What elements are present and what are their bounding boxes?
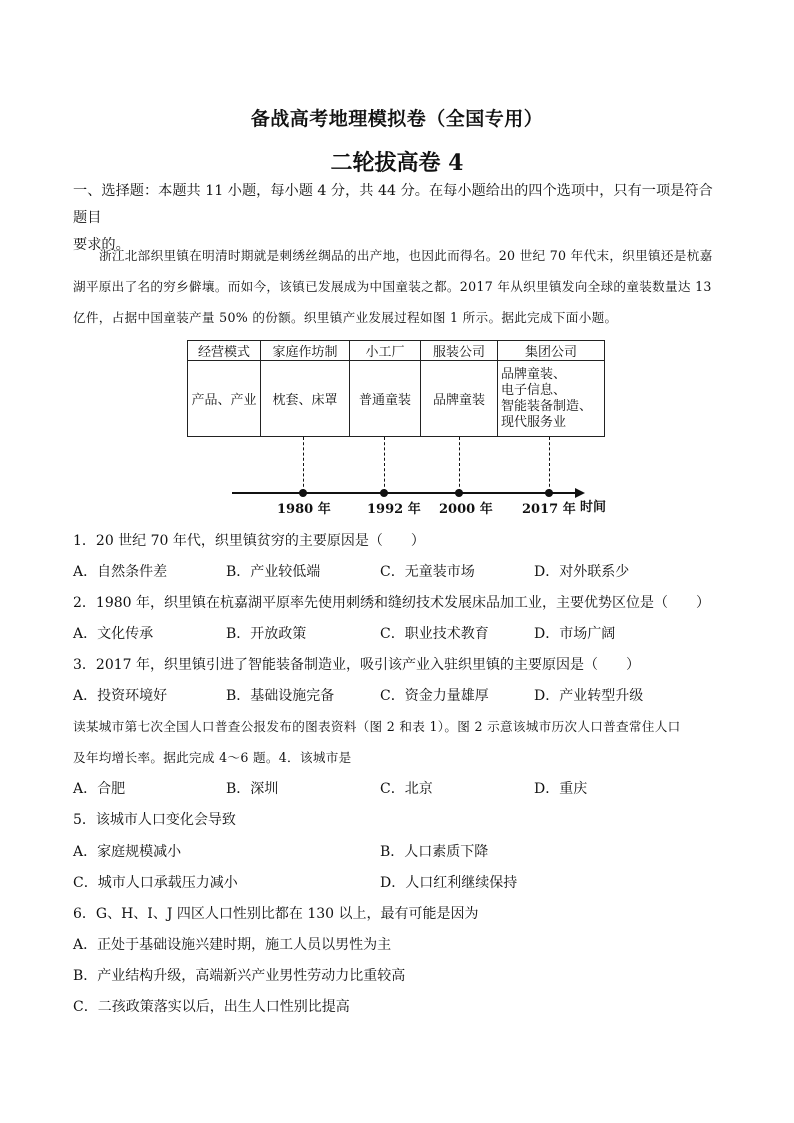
timeline-dash-1992 (384, 437, 385, 492)
industry-development-table (187, 340, 605, 437)
q2-option-d[interactable]: D．市场广阔 (534, 626, 616, 642)
q4-option-a[interactable]: A．合肥 (73, 781, 126, 797)
q5-option-a[interactable]: A．家庭规模减小 (73, 844, 182, 860)
exam-title: 备战高考地理模拟卷（全国专用） (250, 108, 544, 130)
timeline-point-2017 (545, 489, 553, 497)
header-family-workshop: 家庭作坊制 (261, 341, 350, 361)
q5-option-b[interactable]: B．人口素质下降 (380, 844, 489, 860)
passage-census-line1: 读某城市第七次全国人口普查公报发布的图表资料（图 2 和表 1）。图 2 示意该城市历次人口普查常住人口 (73, 719, 681, 734)
timeline-dash-2017 (549, 437, 550, 492)
question-6-stem: 6．G、H、I、J 四区人口性别比都在 130 以上，最有可能是因为 (73, 906, 479, 922)
header-clothing-company: 服装公司 (421, 341, 498, 361)
q5-option-c[interactable]: C．城市人口承载压力减小 (73, 875, 238, 891)
group-product-2: 电子信息、 (501, 382, 567, 398)
q3-option-a[interactable]: A．投资环境好 (73, 688, 168, 704)
q1-option-c[interactable]: C．无童装市场 (380, 564, 475, 580)
header-small-factory: 小工厂 (350, 341, 421, 361)
q5-option-d[interactable]: D．人口红利继续保持 (380, 875, 518, 891)
header-group-company: 集团公司 (498, 341, 605, 361)
question-1-stem: 1．20 世纪 70 年代，织里镇贫穷的主要原因是（ ） (73, 533, 425, 549)
axis-label-time: 时间 (580, 500, 607, 515)
group-product-4: 现代服务业 (501, 414, 567, 430)
q1-option-a[interactable]: A．自然条件差 (73, 564, 168, 580)
year-label-2000: 2000 年 (439, 502, 493, 517)
industry-development-figure (187, 340, 607, 518)
question-3-stem: 3．2017 年，织里镇引进了智能装备制造业，吸引该产业入驻织里镇的主要原因是（ ） (73, 657, 640, 673)
q6-option-c[interactable]: C．二孩政策落实以后，出生人口性别比提高 (73, 999, 350, 1015)
row-label-products: 产品、产业 (188, 361, 261, 437)
group-product-3: 智能装备制造、 (501, 398, 593, 414)
timeline-axis (232, 492, 577, 494)
product-pillow-bedspread: 枕套、床罩 (261, 361, 350, 437)
q3-option-d[interactable]: D．产业转型升级 (534, 688, 644, 704)
timeline-point-1980 (299, 489, 307, 497)
q3-option-c[interactable]: C．资金力量雄厚 (380, 688, 489, 704)
q1-option-b[interactable]: B．产业较低端 (226, 564, 321, 580)
year-label-1980: 1980 年 (277, 502, 331, 517)
product-brand-kidswear: 品牌童装 (421, 361, 498, 437)
q2-option-a[interactable]: A．文化传承 (73, 626, 154, 642)
passage-zhili: 浙江北部织里镇在明清时期就是刺绣丝绸品的出产地，也因此而得名。20 世纪 70 年代末，织里镇还是杭嘉湖平原出了名的穷乡僻壤。而如今，该镇已发展成为中国童装之都。2017 年从织里镇发向全球的童装数量达 13 亿件，占据中国童装产量 50% 的份额。织里镇产业发展过程如图 1 所示。据此完成下面小题。 (73, 248, 713, 325)
section-instructions-line1: 一、选择题：本题共 11 小题，每小题 4 分，共 44 分。在每小题给出的四个选项中，只有一项是符合题目 (73, 183, 713, 226)
timeline-dash-1980 (303, 437, 304, 492)
passage-census-line2: 及年均增长率。据此完成 4～6 题。4．该城市是 (73, 750, 352, 765)
q2-option-c[interactable]: C．职业技术教育 (380, 626, 489, 642)
timeline-point-1992 (380, 489, 388, 497)
question-2-stem: 2．1980 年，织里镇在杭嘉湖平原率先使用刺绣和缝纫技术发展床品加工业，主要优势区位是（ ） (73, 595, 710, 611)
section-instructions-line2: 要求的。 (73, 237, 130, 253)
q4-option-d[interactable]: D．重庆 (534, 781, 588, 797)
header-mode: 经营模式 (188, 341, 261, 361)
year-label-2017: 2017 年 (522, 502, 576, 517)
q3-option-b[interactable]: B．基础设施完备 (226, 688, 335, 704)
q2-option-b[interactable]: B．开放政策 (226, 626, 307, 642)
question-5-stem: 5．该城市人口变化会导致 (73, 812, 236, 828)
q6-option-b[interactable]: B．产业结构升级，高端新兴产业男性劳动力比重较高 (73, 968, 406, 984)
q6-option-a[interactable]: A．正处于基础设施兴建时期，施工人员以男性为主 (73, 937, 392, 953)
product-ordinary-kidswear: 普通童装 (350, 361, 421, 437)
timeline-point-2000 (455, 489, 463, 497)
q4-option-b[interactable]: B．深圳 (226, 781, 279, 797)
group-product-1: 品牌童装、 (501, 366, 567, 382)
timeline-dash-2000 (459, 437, 460, 492)
exam-subtitle: 二轮拔高卷 4 (330, 150, 464, 176)
product-group-list (498, 361, 605, 437)
q4-option-c[interactable]: C．北京 (380, 781, 433, 797)
year-label-1992: 1992 年 (367, 502, 421, 517)
q1-option-d[interactable]: D．对外联系少 (534, 564, 630, 580)
